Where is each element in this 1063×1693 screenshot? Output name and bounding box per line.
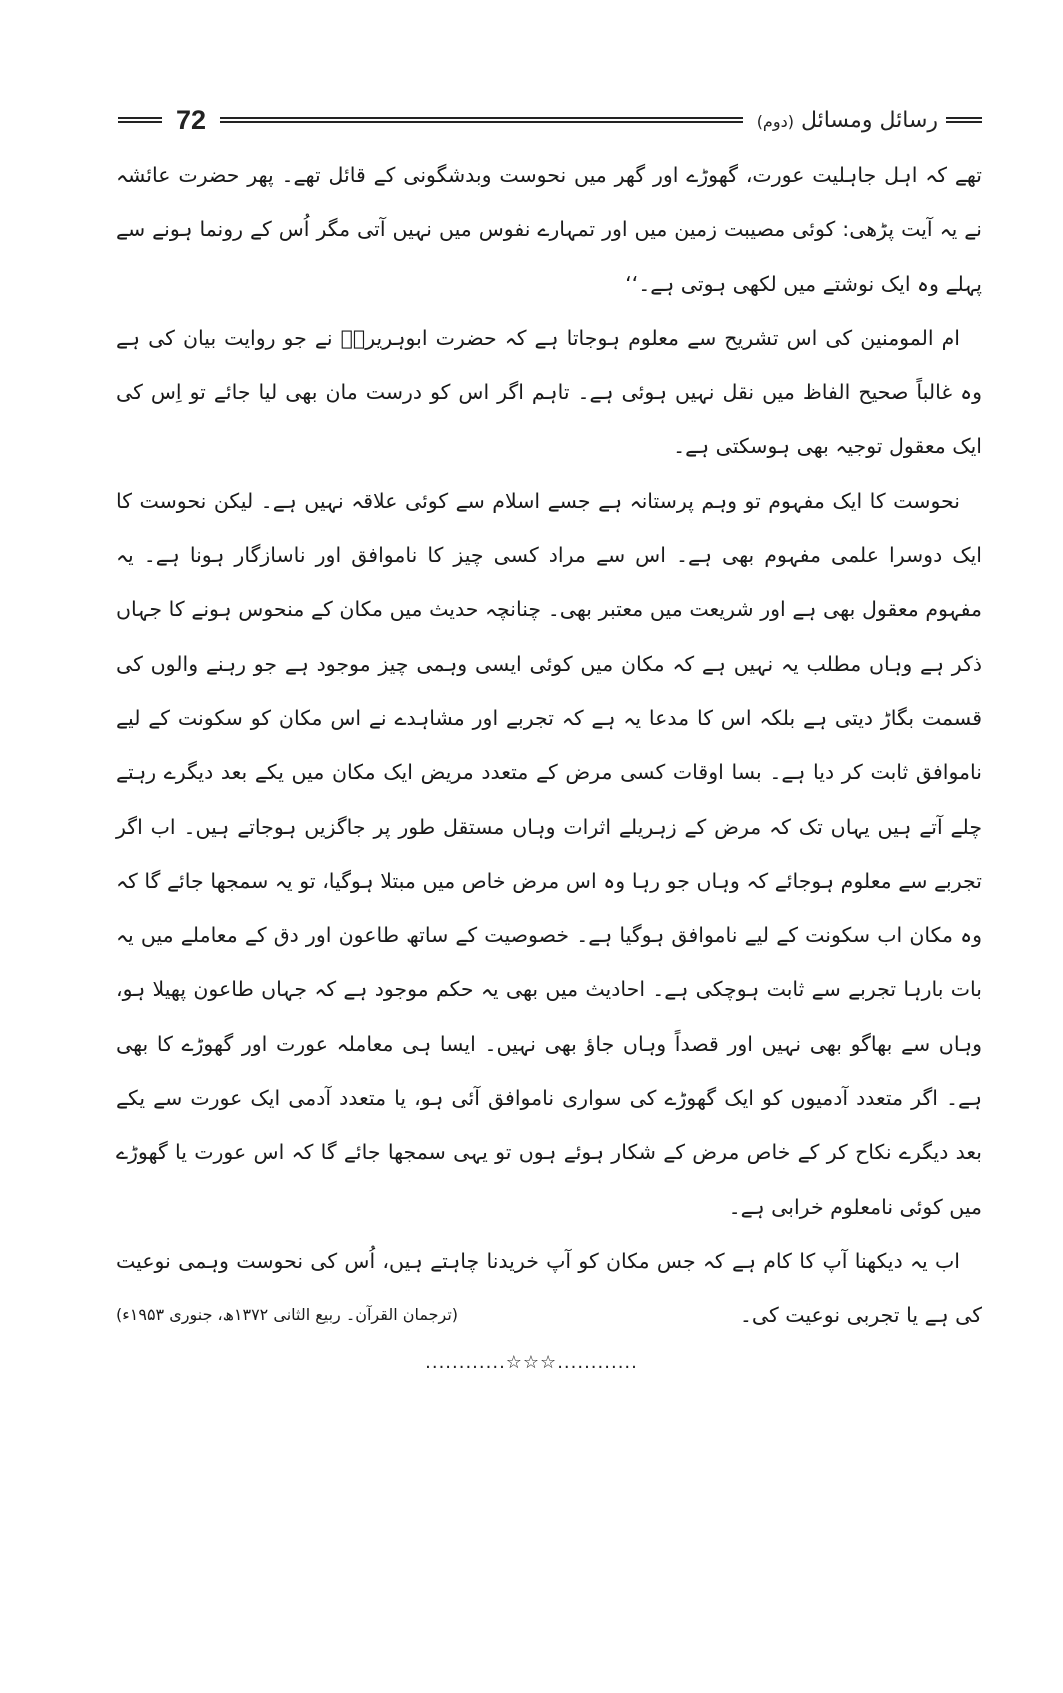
paragraph-1: تھے کہ اہل جاہلیت عورت، گھوڑے اور گھر میں نحوست وبدشگونی کے قائل تھے۔ پھر حضرت عائشہ نے یہ آیت پڑھی: کوئی مصیبت زمین میں اور تمہارے نفوس میں نہیں آتی مگر اُس کے رونما ہونے سے پہلے وہ ایک نوشتے میں لکھی ہوتی ہے۔‘‘: [116, 163, 982, 296]
running-title: [757, 108, 938, 133]
book-title: رسائل ومسائل: [800, 107, 938, 133]
header-rule-middle: [220, 117, 743, 123]
source-citation: (ترجمان القرآن۔ ربیع الثانی ۱۳۷۲ھ، جنوری ۱۹۵۳ء): [116, 1305, 459, 1325]
header-rule-right: [946, 117, 982, 123]
header-rule-left: [118, 117, 162, 123]
volume-label: (دوم): [756, 111, 794, 131]
page-number: 72: [176, 104, 207, 135]
paragraph-4: [116, 1234, 982, 1343]
paragraph-2: ام المومنین کی اس تشریح سے معلوم ہوجاتا ہے کہ حضرت ابوہریرہؓ نے جو روایت بیان کی ہے وہ غالباً صحیح الفاظ میں نقل نہیں ہوئی ہے۔ تاہم اگر اس کو درست مان بھی لیا جائے تو اِس کی ایک معقول توجیہ بھی ہوسکتی ہے۔: [116, 325, 982, 459]
body-text: [116, 148, 982, 1343]
page-header: [118, 100, 982, 140]
section-end-ornament: ............☆☆☆............: [425, 1352, 638, 1373]
paragraph-3: نحوست کا ایک مفہوم تو وہم پرستانہ ہے جسے اسلام سے کوئی علاقہ نہیں ہے۔ لیکن نحوست کا ایک دوسرا علمی مفہوم بھی ہے۔ اس سے مراد کسی چیز کا ناموافق اور ناسازگار ہونا ہے۔ یہ مفہوم معقول بھی ہے اور شریعت میں معتبر بھی۔ چنانچہ حدیث میں مکان کے منحوس ہونے کا جہاں ذکر ہے وہاں مطلب یہ نہیں ہے کہ مکان میں کوئی ایسی وہمی چیز موجود ہے جو رہنے والوں کی قسمت بگاڑ دیتی ہے بلکہ اس کا مدعا یہ ہے کہ تجربے اور مشاہدے نے اس مکان کو سکونت کے لیے ناموافق ثابت کر دیا ہے۔ بسا اوقات کسی مرض کے متعدد مریض ایک مکان میں یکے بعد دیگرے رہتے چلے آتے ہیں یہاں تک کہ مرض کے زہریلے اثرات وہاں مستقل طور پر جاگزیں ہوجاتے ہیں۔ اب اگر تجربے سے معلوم ہوجائے کہ وہاں جو رہا وہ اس مرض خاص میں مبتلا ہوگیا، تو یہ سمجھا جائے گا کہ وہ مکان اب سکونت کے لیے ناموافق ہوگیا ہے۔ خصوصیت کے ساتھ طاعون اور دق کے معاملے میں یہ بات بارہا تجربے سے ثابت ہوچکی ہے۔ احادیث میں بھی یہ حکم موجود ہے کہ جہاں طاعون پھیلا ہو، وہاں سے بھاگو بھی نہیں اور قصداً وہاں جاؤ بھی نہیں۔ ایسا ہی معاملہ عورت اور گھوڑے کا بھی ہے۔ اگر متعدد آدمیوں کو ایک گھوڑے کی سواری ناموافق آئی ہو، یا متعدد آدمی ایک عورت سے یکے بعد دیگرے نکاح کر کے خاص مرض کے شکار ہوئے ہوں تو یہی سمجھا جائے گا کہ اس عورت یا گھوڑے میں کوئی نامعلوم خرابی ہے۔: [116, 488, 982, 1219]
paragraph-4-text: اب یہ دیکھنا آپ کا کام ہے کہ جس مکان کو آپ خریدنا چاہتے ہیں، اُس کی نحوست وہمی نوعیت کی ہے یا تجربی نوعیت کی۔: [116, 1248, 982, 1328]
